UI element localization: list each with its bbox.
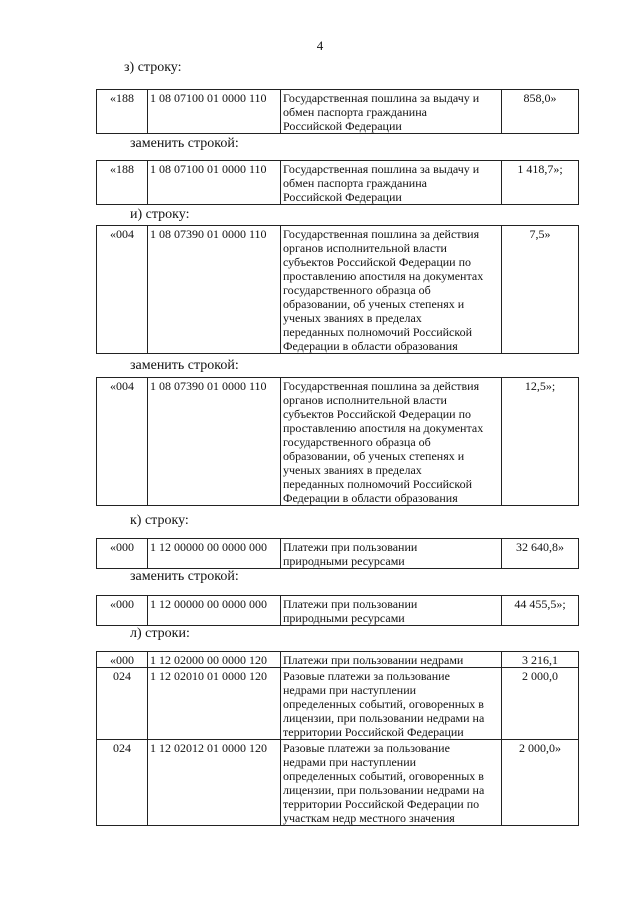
name-line: Федерации в области образования (283, 339, 458, 353)
kbk-code-cell: 1 08 07100 01 0000 110 (148, 161, 281, 205)
name-line: ученых званиях в пределах (283, 463, 422, 477)
name-line: Российской Федерации (283, 119, 402, 133)
income-name-cell (281, 539, 502, 569)
budget-table (96, 651, 579, 826)
name-line: проставлению апостиля на документах (283, 269, 484, 283)
kbk-code-cell: 1 12 02012 01 0000 120 (148, 740, 281, 826)
admin-code-cell: 024 (97, 668, 148, 740)
name-line: Государственная пошлина за действия (283, 227, 480, 241)
income-name-cell (281, 90, 502, 134)
name-line: органов исполнительной власти (283, 393, 447, 407)
page-number: 4 (316, 38, 324, 53)
table-row (97, 90, 579, 134)
amount-cell: 32 640,8» (502, 539, 579, 569)
name-line: территории Российской Федерации (283, 725, 464, 739)
name-line: недрами при наступлении (283, 683, 417, 697)
admin-code-cell: «004 (97, 226, 148, 354)
name-line: образовании, об ученых степенях и (283, 297, 465, 311)
name-line: проставлению апостиля на документах (283, 421, 484, 435)
table-row (97, 161, 579, 205)
budget-table (96, 538, 579, 569)
amount-cell: 12,5»; (502, 378, 579, 506)
name-line: Федерации в области образования (283, 491, 458, 505)
section-heading: заменить строкой: (130, 136, 239, 151)
name-line: Российской Федерации (283, 190, 402, 204)
name-line: Платежи при пользовании (283, 597, 418, 611)
name-line: Государственная пошлина за выдачу и (283, 91, 480, 105)
admin-code-cell: «188 (97, 90, 148, 134)
income-name-cell (281, 226, 502, 354)
amount-cell: 44 455,5»; (502, 596, 579, 626)
amount-cell: 1 418,7»; (502, 161, 579, 205)
name-line: определенных событий, оговоренных в (283, 697, 484, 711)
section-heading: з) строку: (124, 60, 182, 75)
income-name-cell (281, 596, 502, 626)
name-line: Государственная пошлина за действия (283, 379, 480, 393)
table-row (97, 740, 579, 826)
name-line: ученых званиях в пределах (283, 311, 422, 325)
name-line: обмен паспорта гражданина (283, 105, 427, 119)
kbk-code-cell: 1 08 07390 01 0000 110 (148, 378, 281, 506)
name-line: Платежи при пользовании (283, 540, 418, 554)
kbk-code-cell: 1 12 00000 00 0000 000 (148, 539, 281, 569)
budget-table (96, 160, 579, 205)
income-name-cell (281, 161, 502, 205)
name-line: государственного образца об (283, 283, 431, 297)
name-line: Платежи при пользовании недрами (283, 653, 464, 667)
table-row (97, 652, 579, 668)
name-line: Разовые платежи за пользование (283, 741, 450, 755)
name-line: недрами при наступлении (283, 755, 417, 769)
table-row (97, 539, 579, 569)
name-line: лицензии, при пользовании недрами на (283, 711, 485, 725)
name-line: переданных полномочий Российской (283, 477, 472, 491)
budget-table (96, 377, 579, 506)
amount-cell: 2 000,0» (502, 740, 579, 826)
kbk-code-cell: 1 12 02010 01 0000 120 (148, 668, 281, 740)
income-name-cell (281, 378, 502, 506)
name-line: субъектов Российской Федерации по (283, 407, 472, 421)
section-heading: и) строку: (130, 207, 190, 222)
amount-cell: 858,0» (502, 90, 579, 134)
name-line: лицензии, при пользовании недрами на (283, 783, 485, 797)
name-line: участкам недр местного значения (283, 811, 455, 825)
admin-code-cell: «188 (97, 161, 148, 205)
kbk-code-cell: 1 12 00000 00 0000 000 (148, 596, 281, 626)
section-heading: к) строку: (130, 513, 189, 528)
admin-code-cell: «004 (97, 378, 148, 506)
name-line: Государственная пошлина за выдачу и (283, 162, 480, 176)
name-line: определенных событий, оговоренных в (283, 769, 484, 783)
name-line: субъектов Российской Федерации по (283, 255, 472, 269)
name-line: органов исполнительной власти (283, 241, 447, 255)
admin-code-cell: 024 (97, 740, 148, 826)
amount-cell: 3 216,1 (502, 652, 579, 668)
amount-cell: 2 000,0 (502, 668, 579, 740)
name-line: переданных полномочий Российской (283, 325, 472, 339)
kbk-code-cell: 1 12 02000 00 0000 120 (148, 652, 281, 668)
section-heading: л) строки: (130, 626, 190, 641)
table-row (97, 378, 579, 506)
table-row (97, 596, 579, 626)
name-line: образовании, об ученых степенях и (283, 449, 465, 463)
income-name-cell (281, 740, 502, 826)
budget-table (96, 89, 579, 134)
income-name-cell (281, 652, 502, 668)
table-row (97, 226, 579, 354)
name-line: территории Российской Федерации по (283, 797, 480, 811)
kbk-code-cell: 1 08 07100 01 0000 110 (148, 90, 281, 134)
kbk-code-cell: 1 08 07390 01 0000 110 (148, 226, 281, 354)
admin-code-cell: «000 (97, 539, 148, 569)
section-heading: заменить строкой: (130, 569, 239, 584)
table-row (97, 668, 579, 740)
admin-code-cell: «000 (97, 596, 148, 626)
amount-cell: 7,5» (502, 226, 579, 354)
budget-table (96, 225, 579, 354)
budget-table (96, 595, 579, 626)
name-line: государственного образца об (283, 435, 431, 449)
section-heading: заменить строкой: (130, 358, 239, 373)
name-line: Разовые платежи за пользование (283, 669, 450, 683)
name-line: природными ресурсами (283, 554, 405, 568)
income-name-cell (281, 668, 502, 740)
name-line: природными ресурсами (283, 611, 405, 625)
admin-code-cell: «000 (97, 652, 148, 668)
name-line: обмен паспорта гражданина (283, 176, 427, 190)
